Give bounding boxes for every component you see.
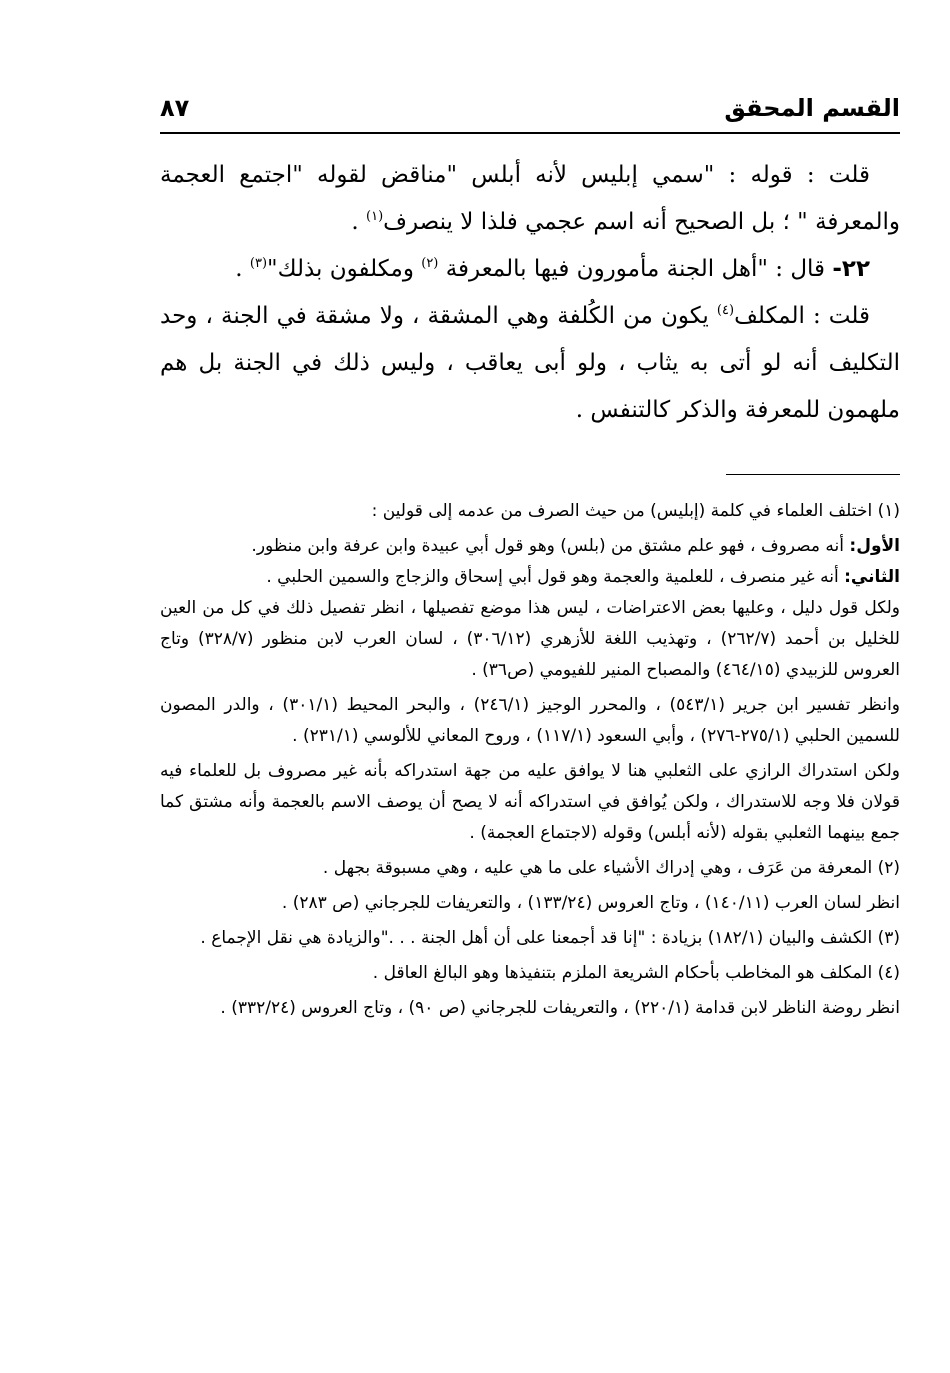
paragraph-2-text: قال : "أهل الجنة مأمورون فيها بالمعرفة xyxy=(445,256,833,282)
main-text xyxy=(160,152,900,434)
footnote-1-intro: (١) اختلف العلماء في كلمة (إبليس) من حيث الصرف من عدمه إلى قولين : xyxy=(371,501,900,521)
footnote-1-first-text: أنه مصروف ، فهو علم مشتق من (بلس) وهو قول أبي عبيدة وابن عرفة وابن منظور. xyxy=(251,536,850,556)
item-number: ٢٢- xyxy=(832,256,870,282)
running-title: القسم المحقق xyxy=(724,94,900,122)
footnote-2: (٢) المعرفة من عَرَف ، وهي إدراك الأشياء على ما هي عليه ، وهي مسبوقة بجهل . xyxy=(322,858,900,878)
footnote-1-second-label: الثاني: xyxy=(844,567,900,587)
footnote-ref-2: (٢) xyxy=(421,256,439,271)
footnote-1-detail: ولكل قول دليل ، وعليها بعض الاعتراضات ، ليس هذا موضع تفصيلها ، انظر تفصيل ذلك في كل من العين للخليل بن أحمد (٢٦٢/٧) ، وتهذيب اللغة للأزهري (٣٠٦/١٢) ، لسان العرب لابن منظور (٣٢٨/٧) وتاج العروس للزبيدي (٤٦٤/١٥) والمصباح المنير للفيومي (ص٣٦) . xyxy=(160,598,900,680)
header-rule xyxy=(160,132,900,134)
paragraph-1-tail: . xyxy=(351,209,366,235)
footnote-ref-3: (٣) xyxy=(249,256,268,271)
footnote-1-first-label: الأول: xyxy=(849,536,900,556)
footnote-1-second-text: أنه غير منصرف ، للعلمية والعجمة وهو قول أبي إسحاق والزجاج والسمين الحلبي . xyxy=(266,567,845,587)
paragraph-3 xyxy=(160,293,900,434)
footnote-ref-1: (١) xyxy=(366,209,384,224)
footnotes xyxy=(160,496,900,1028)
page-header xyxy=(160,92,900,134)
footnote-4-refs: انظر روضة الناظر لابن قدامة (٢٢٠/١) ، والتعريفات للجرجاني (ص ٩٠) ، وتاج العروس (٣٣٢/٢٤) . xyxy=(220,998,900,1018)
paragraph-1 xyxy=(160,152,900,246)
paragraph-3-text: قلت : المكلف xyxy=(734,303,870,329)
paragraph-2-mid: ومكلفون بذلك" xyxy=(267,256,422,282)
footnote-4: (٤) المكلف هو المخاطب بأحكام الشريعة الملزم بتنفيذها وهو البالغ العاقل . xyxy=(372,963,900,983)
footnote-ref-4: (٤) xyxy=(716,303,735,318)
paragraph-2-tail: . xyxy=(235,256,250,282)
footnote-1-razi: ولكن استدراك الرازي على الثعلبي هنا لا يوافق عليه من جهة استدراكه بأنه غير مصروف بل للعلماء فيه قولان فلا وجه للاستدراك ، ولكن يُوافق في استدراكه أنه لا يصح أن يوصف الاسم بالعجمة وأنه مشتق كما جمع بينهما الثعلبي بقوله (لأنه أبلس) وقوله (لاجتماع العجمة) . xyxy=(160,761,900,843)
footnote-separator xyxy=(726,474,900,475)
page-number: ٨٧ xyxy=(160,94,190,122)
footnote-1-first xyxy=(160,531,900,686)
paragraph-3-tail: يكون من الكُلفة وهي المشقة ، ولا مشقة في الجنة ، وحد التكليف أنه لو أتى به يثاب ، ولو أبى يعاقب ، وليس ذلك في الجنة بل هم ملهمون للمعرفة والذكر كالتنفس . xyxy=(160,303,900,423)
footnote-1-tafsir: وانظر تفسير ابن جرير (٥٤٣/١) ، والمحرر الوجيز (٢٤٦/١) ، والبحر المحيط (٣٠١/١) ، والدر المصون للسمين الحلبي (٢٧٥/١-٢٧٦) ، وأبي السعود (١١٧/١) ، وروح المعاني للألوسي (٢٣١/١) . xyxy=(160,695,901,746)
paragraph-1-text: قلت : قوله : "سمي إبليس لأنه أبلس "مناقض لقوله "اجتمع العجمة والمعرفة " ؛ بل الصحيح أنه اسم عجمي فلذا لا ينصرف xyxy=(160,162,900,235)
footnote-2-refs: انظر لسان العرب (١٤٠/١١) ، وتاج العروس (١٣٣/٢٤) ، والتعريفات للجرجاني (ص ٢٨٣) . xyxy=(281,893,900,913)
footnote-3: (٣) الكشف والبيان (١٨٢/١) بزيادة : "إنا قد أجمعنا على أن أهل الجنة . . ."والزيادة هي نقل الإجماع . xyxy=(200,928,900,948)
paragraph-2 xyxy=(160,246,900,293)
